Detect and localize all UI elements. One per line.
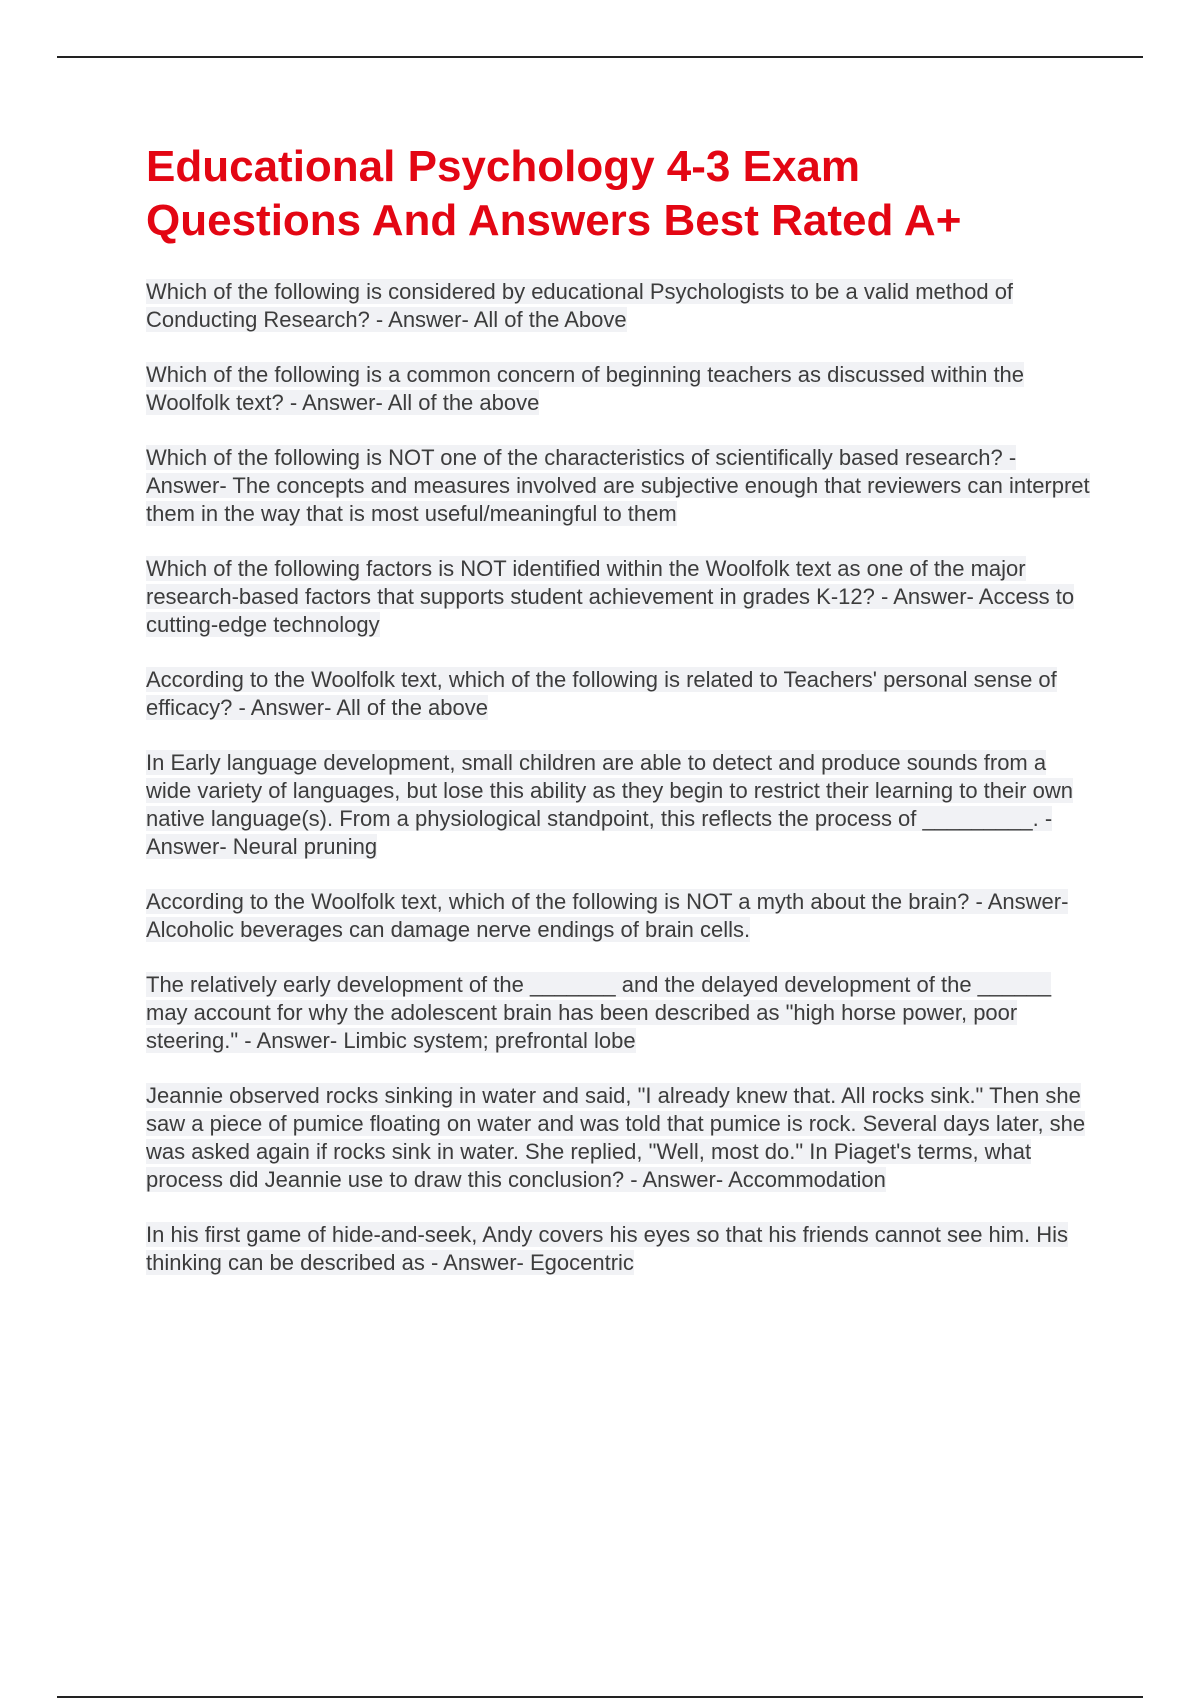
qa-item bbox=[146, 888, 1096, 944]
qa-item bbox=[146, 971, 1096, 1055]
qa-text: Which of the following is NOT one of the characteristics of scientifically based research? - Answer- The concepts and measures involved are subjective enough that reviewers can interpret them in the way that is most useful/meaningful to them bbox=[146, 445, 1090, 526]
qa-item bbox=[146, 278, 1096, 334]
qa-text: Which of the following is considered by educational Psychologists to be a valid method of Conducting Research? - Answer- All of the Above bbox=[146, 279, 1014, 332]
qa-item bbox=[146, 555, 1096, 639]
document-title: Educational Psychology 4-3 Exam Questions And Answers Best Rated A+ bbox=[146, 142, 962, 245]
qa-item bbox=[146, 361, 1096, 417]
qa-text: In his first game of hide-and-seek, Andy covers his eyes so that his friends cannot see him. His thinking can be described as - Answer- Egocentric bbox=[146, 1222, 1069, 1275]
qa-text: The relatively early development of the _______ and the delayed development of the ______ may account for why the adolescent brain has been described as "high horse power, poor steering." - Answer- Limbic system; prefrontal lobe bbox=[146, 972, 1052, 1053]
qa-text: In Early language development, small children are able to detect and produce sounds from a wide variety of languages, but lose this ability as they begin to restrict their learning to their own native language(s). From a physiological standpoint, this reflects the process of _________. - Answer- Neural pruning bbox=[146, 750, 1073, 859]
qa-item bbox=[146, 1221, 1096, 1277]
bottom-rule bbox=[57, 1696, 1143, 1698]
qa-text: According to the Woolfolk text, which of the following is NOT a myth about the brain? - Answer- Alcoholic beverages can damage nerve endings of brain cells. bbox=[146, 889, 1069, 942]
qa-text: Which of the following factors is NOT identified within the Woolfolk text as one of the major research-based factors that supports student achievement in grades K-12? - Answer- Access to cutting-edge technology bbox=[146, 556, 1075, 637]
top-rule bbox=[57, 56, 1143, 58]
qa-item bbox=[146, 749, 1096, 861]
qa-text: Which of the following is a common concern of beginning teachers as discussed within the Woolfolk text? - Answer- All of the above bbox=[146, 362, 1025, 415]
qa-item bbox=[146, 666, 1096, 722]
qa-item bbox=[146, 444, 1096, 528]
qa-list bbox=[146, 278, 1096, 1277]
qa-item bbox=[146, 1082, 1096, 1194]
qa-text: According to the Woolfolk text, which of the following is related to Teachers' personal sense of efficacy? - Answer- All of the above bbox=[146, 667, 1057, 720]
qa-text: Jeannie observed rocks sinking in water and said, "I already knew that. All rocks sink." Then she saw a piece of pumice floating on water and was told that pumice is rock. Several days later, she was asked again if rocks sink in water. She replied, "Well, most do." In Piaget's terms, what process did Jeannie use to draw this conclusion? - Answer- Accommodation bbox=[146, 1083, 1086, 1192]
document-body bbox=[146, 140, 1096, 1304]
